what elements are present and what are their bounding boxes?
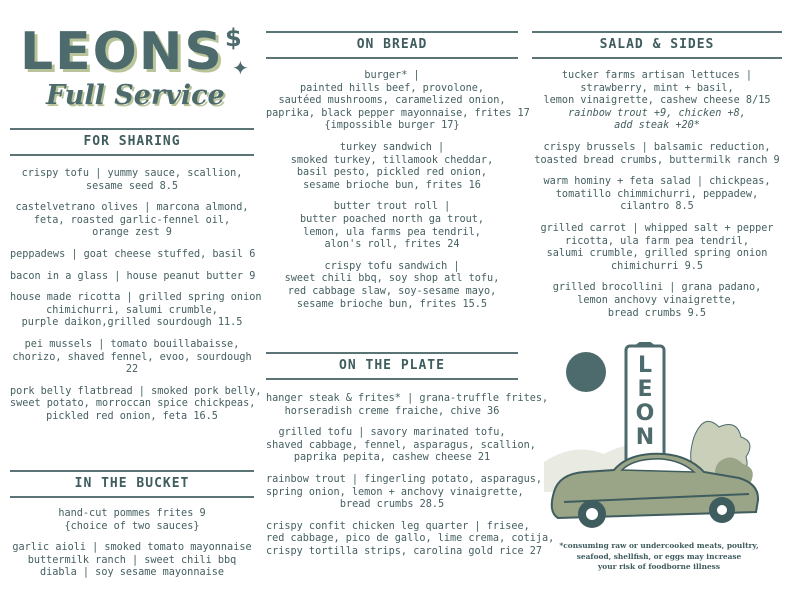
menu-item: butter trout roll | butter poached north ga trout, lemon, ula farms pea tendril, alon's roll, frites 24 [299, 201, 484, 251]
menu-item: tucker farms artisan lettuces | strawberry, mint + basil, lemon vinaigrette, cashew cheese 8/15 rainbow trout +9, chicken +8, add steak +20* [532, 70, 782, 133]
column-left [10, 128, 262, 433]
menu-item: peppadews | goat cheese stuffed, basil 6 [10, 248, 256, 260]
menu-item: crispy brussels | balsamic reduction, toasted bread crumbs, buttermilk ranch 9 [534, 141, 780, 166]
sparkle-star-icon: ✦ [232, 56, 249, 80]
salad-addons: add steak +20* [614, 120, 700, 132]
salad-addons: rainbow trout +9, chicken +8, [568, 107, 746, 119]
menu-item: crispy tofu | yummy sauce, scallion, sesame seed 8.5 [21, 168, 243, 192]
menu-item: pork belly flatbread | smoked pork belly, sweet potato, morroccan spice chickpeas, pickled red onion, feta 16.5 [10, 385, 262, 422]
section-title-in-the-bucket: IN THE BUCKET [10, 470, 254, 498]
sign-letter: L [637, 353, 653, 378]
menu-item: turkey sandwich | smoked turkey, tillamook cheddar, basil pesto, pickled red onion, sesame brioche bun, frites 16 [290, 141, 494, 191]
logo-dollar-sign: $ [225, 24, 242, 52]
menu-item: grilled tofu | savory marinated tofu, shaved cabbage, fennel, asparagus, scallion, paprika pepita, cashew cheese 21 [266, 427, 536, 464]
menu-item: castelvetrano olives | marcona almond, feta, roasted garlic-fennel oil, orange zest 9 [15, 202, 249, 239]
logo [20, 22, 250, 122]
menu-item: pei mussels | tomato bouillabaisse, chorizo, shaved fennel, evoo, sourdough 22 [12, 338, 252, 376]
sauce-list: garlic aioli | smoked tomato mayonnaise buttermilk ranch | sweet chili bbq diabla | soy sesame mayonnaise [12, 542, 252, 579]
menu-item: bacon in a glass | house peanut butter 9 [10, 270, 256, 282]
leons-sign [626, 342, 664, 470]
column-middle-plate [266, 352, 555, 568]
column-middle [266, 31, 530, 320]
menu-item: crispy confit chicken leg quarter | frisee, red cabbage, pico de gallo, lime crema, cotija, crispy tortilla strips, carolina gold rice 27 [266, 520, 555, 557]
column-right [532, 31, 782, 329]
menu-item: burger* | painted hills beef, provolone, sautéed mushrooms, caramelized onion, paprika, black pepper mayonnaise, frites 17 {impossible burger 17} [266, 70, 530, 132]
sun-shape [566, 352, 606, 392]
sign-letter: N [635, 425, 655, 450]
food-safety-disclaimer: *consuming raw or undercooked meats, poultry, seafood, shellfish, or eggs may increase your risk of foodborne illness [559, 541, 759, 572]
section-title-on-bread: ON BREAD [266, 31, 518, 59]
for-sharing-list [10, 168, 262, 424]
section-title-on-the-plate: ON THE PLATE [266, 352, 518, 380]
sign-and-car-illustration [544, 342, 766, 534]
sign-letter: O [635, 401, 655, 426]
menu-item: warm hominy + feta salad | chickpeas, tomatillo chimmichurri, peppadew, cilantro 8.5 [543, 176, 771, 213]
menu-item: grilled brocollini | grana padano, lemon anchovy vinaigrette, bread crumbs 9.5 [552, 282, 762, 319]
logo-subtitle: Full Service [46, 80, 225, 111]
column-left-bucket [10, 470, 254, 589]
section-title-for-sharing: FOR SHARING [10, 128, 254, 156]
menu-item: grilled carrot | whipped salt + pepper ricotta, ula farm pea tendril, salumi crumble, grilled spring onion chimichurri 9.5 [540, 222, 774, 272]
logo-name: LEONS [20, 22, 224, 82]
menu-item: crispy tofu sandwich | sweet chili bbq, soy shop atl tofu, red cabbage slaw, soy-sesame mayo, sesame brioche bun, frites 15.5 [284, 260, 500, 310]
sign-letter: E [637, 377, 653, 402]
section-title-salad-sides: SALAD & SIDES [532, 31, 782, 59]
menu-item: hanger steak & frites* | grana-truffle frites, horseradish creme fraiche, chive 36 [266, 393, 549, 417]
menu-item: house made ricotta | grilled spring onion chimichurri, salumi crumble, purple daikon,grilled sourdough 11.5 [10, 292, 262, 329]
menu-item: rainbow trout | fingerling potato, asparagus, spring onion, lemon + anchovy vinaigrette, bread crumbs 28.5 [266, 473, 543, 511]
menu-item: hand-cut pommes frites 9 {choice of two sauces} [58, 508, 206, 532]
